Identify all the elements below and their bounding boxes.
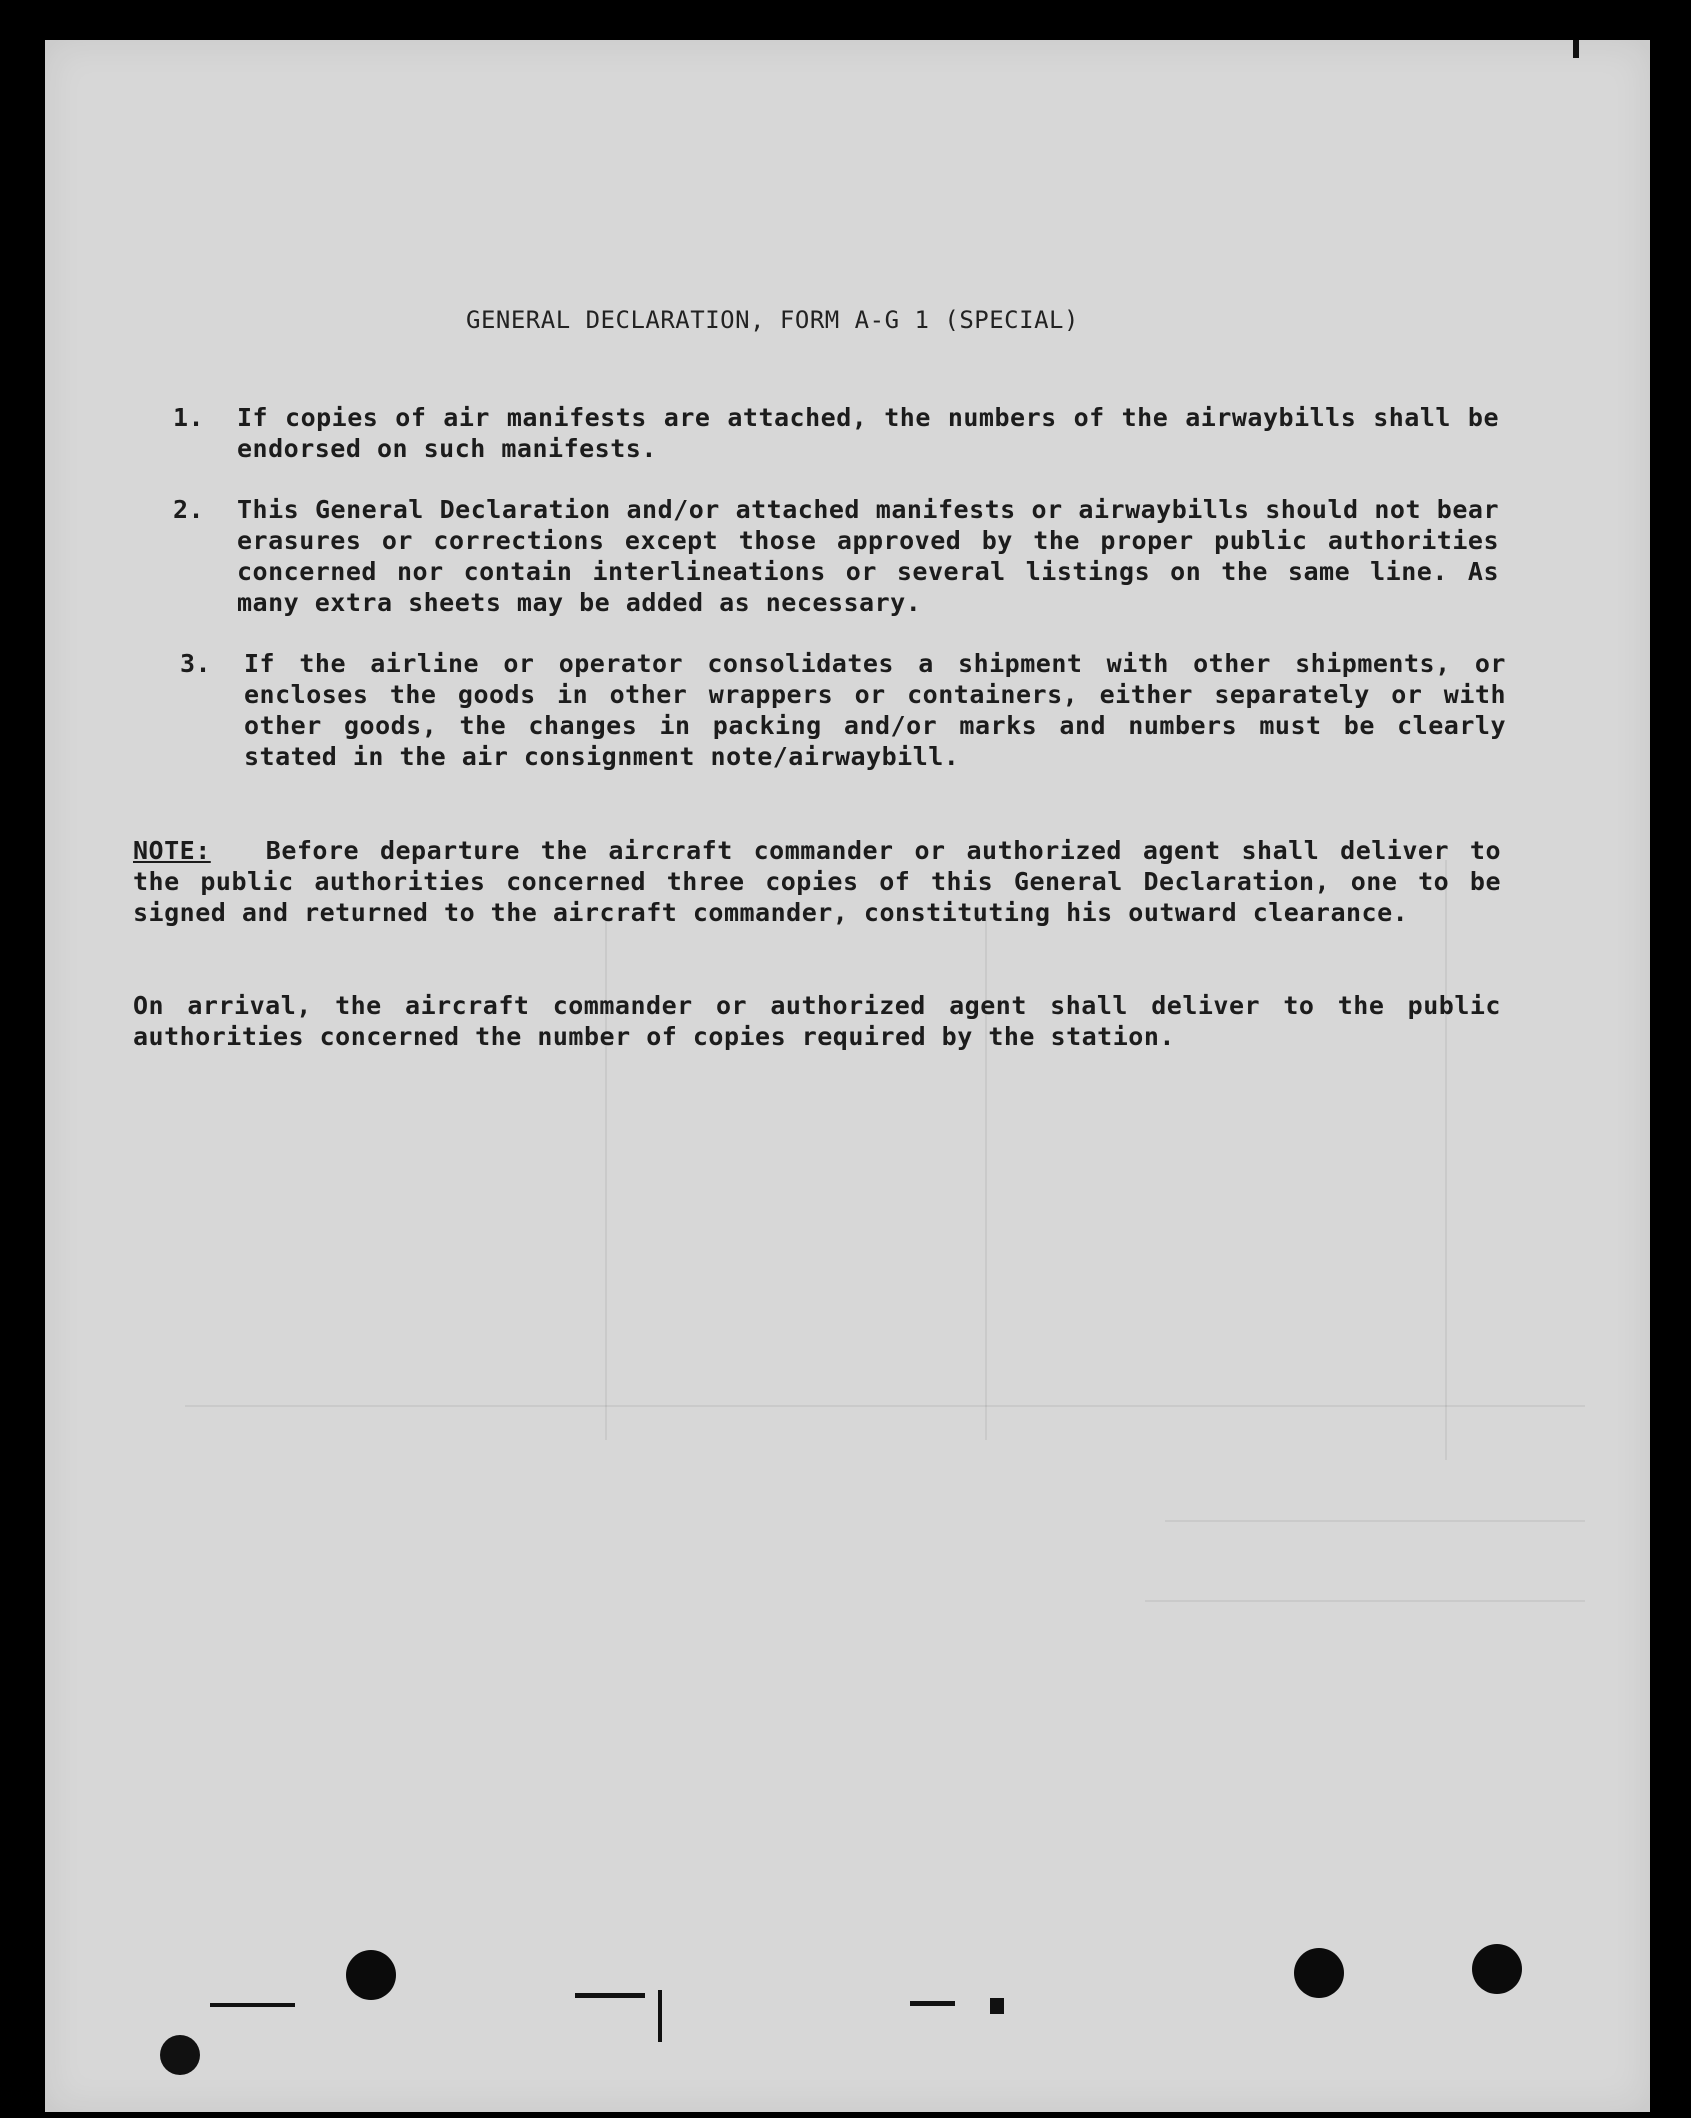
scan-artifact xyxy=(575,1993,645,1998)
arrival-paragraph: On arrival, the aircraft commander or authorized agent shall deliver to the public authorities concerned the number of copies required by the station. xyxy=(133,991,1501,1051)
bleed-through-stamp xyxy=(1247,1027,1273,1074)
scan-artifact xyxy=(210,2003,295,2007)
item-text: This General Declaration and/or attached manifests or airwaybills should not bear erasures or corrections except those approved by the proper public authorities concerned nor contain interlineations or several listings on the same line. As many extra sheets may be added as necessary. xyxy=(237,495,1499,617)
note-text: Before departure the aircraft commander or authorized agent shall deliver to the public authorities concerned three copies of this General Declaration, one to be signed and returned to the aircraft commander, constituting his outward clearance. xyxy=(133,836,1501,927)
punch-hole xyxy=(1294,1948,1344,1998)
bleed-through-rule xyxy=(1445,860,1447,1460)
scan-artifact xyxy=(910,2001,955,2006)
bleed-through-rule xyxy=(1145,1600,1585,1602)
list-item xyxy=(173,494,1499,618)
list-item xyxy=(173,402,1499,464)
punch-hole xyxy=(1472,1944,1522,1994)
item-number: 1. xyxy=(173,403,205,432)
scan-artifact xyxy=(1573,40,1579,58)
list-item xyxy=(180,648,1506,772)
scan-artifact xyxy=(658,1990,662,2042)
document-page xyxy=(45,40,1650,2112)
bleed-through-rule xyxy=(1165,1520,1585,1522)
document-title: GENERAL DECLARATION, FORM A-G 1 (SPECIAL) xyxy=(466,306,1079,334)
item-text: If copies of air manifests are attached, the numbers of the airwaybills shall be endorsed on such manifests. xyxy=(237,403,1499,463)
item-text: If the airline or operator consolidates a shipment with other shipments, or encloses the goods in other wrappers or containers, either separately or with other goods, the changes in packing and/or marks and numbers must be clearly stated in the air consignment note/airwaybill. xyxy=(244,649,1506,771)
item-number: 2. xyxy=(173,495,205,524)
bleed-through-rule xyxy=(185,1405,1585,1407)
note-label: NOTE: xyxy=(133,836,211,865)
scan-artifact xyxy=(990,1998,1004,2014)
note-paragraph xyxy=(133,835,1501,928)
punch-hole xyxy=(346,1950,396,2000)
item-number: 3. xyxy=(180,649,212,678)
scan-artifact xyxy=(160,2035,200,2075)
